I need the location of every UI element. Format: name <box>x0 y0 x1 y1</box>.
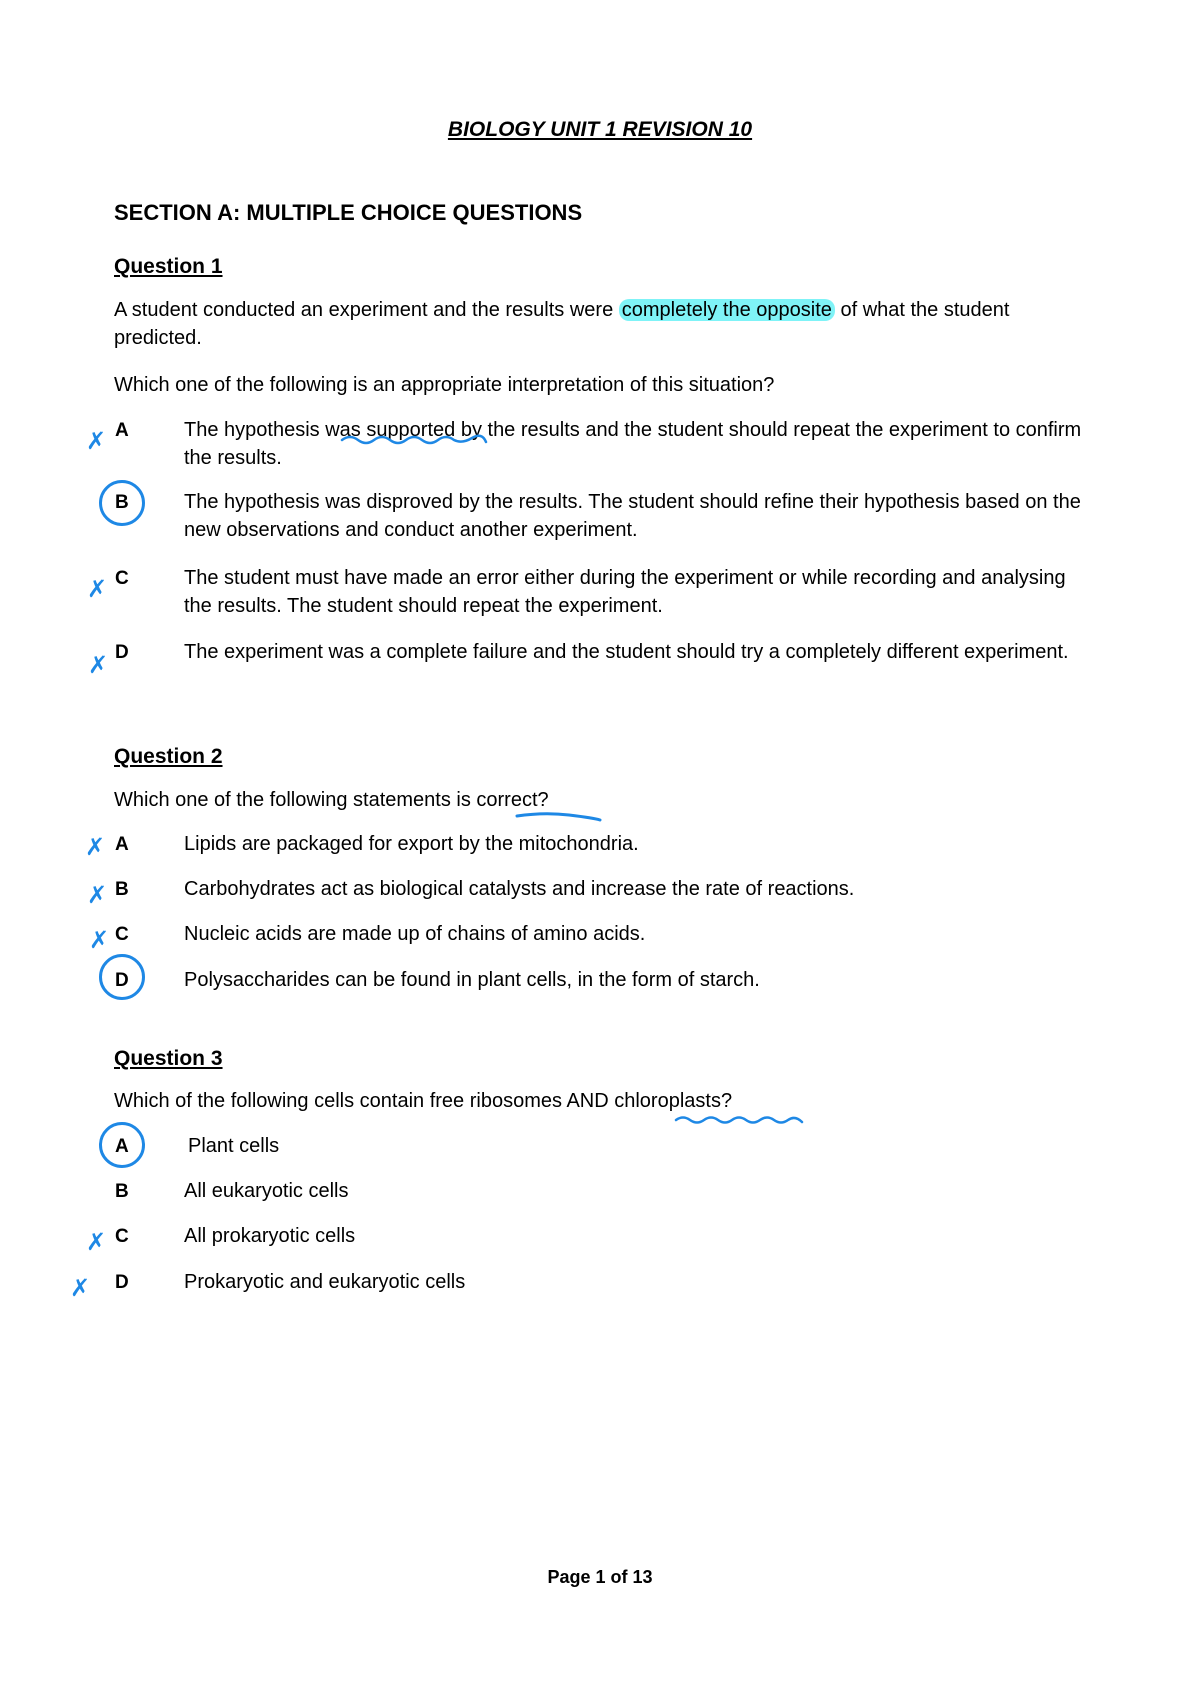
question-1-stem-end: of what the student predicted. <box>114 299 1010 349</box>
q2-c-cross-icon: ✗ <box>88 926 110 954</box>
page-number: Page 1 of 13 <box>547 1567 653 1587</box>
q2-a-cross-icon: ✗ <box>84 833 106 861</box>
q2-option-c-letter: C <box>115 924 129 945</box>
q1-option-a-text: The hypothesis was supported by the results and the student should repeat the experiment to confirm the results. <box>184 419 1082 469</box>
question-3-prompt: Which of the following cells contain free ribosomes AND chloroplasts? <box>114 1090 733 1112</box>
q3-d-cross-icon: ✗ <box>69 1274 91 1302</box>
section-title: SECTION A: MULTIPLE CHOICE QUESTIONS <box>114 200 583 225</box>
q2-b-cross-icon: ✗ <box>86 881 108 909</box>
q1-answer-circle <box>99 480 145 526</box>
q1-option-c-text: The student must have made an error either during the experiment or while recording and analysing the results. The student should repeat the experiment. <box>184 567 1066 617</box>
question-1-prompt: Which one of the following is an appropriate interpretation of this situation? <box>114 374 775 396</box>
q3-answer-circle <box>99 1122 145 1168</box>
q2-option-b-letter: B <box>115 879 129 900</box>
question-2-heading: Question 2 <box>114 745 223 768</box>
squiggle-underline-was-supported <box>340 432 490 454</box>
question-3-heading: Question 3 <box>114 1047 223 1070</box>
q1-option-b-text: The hypothesis was disproved by the results. The student should refine their hypothesis based on the new observations and conduct another experiment. <box>184 491 1081 541</box>
q2-option-d-text: Polysaccharides can be found in plant cells, in the form of starch. <box>184 969 760 991</box>
q2-option-a-letter: A <box>115 834 129 855</box>
q2-option-a-text: Lipids are packaged for export by the mitochondria. <box>184 833 639 855</box>
document-title: BIOLOGY UNIT 1 REVISION 10 <box>447 118 753 141</box>
question-1-stem-start: A student conducted an experiment and the results were <box>114 299 619 321</box>
q1-option-d-letter: D <box>115 642 129 663</box>
q1-d-cross-icon: ✗ <box>87 651 109 679</box>
q1-option-b-letter: B <box>115 492 129 513</box>
q3-option-b-text: All eukaryotic cells <box>184 1180 349 1202</box>
question-2-prompt: Which one of the following statements is correct? <box>114 789 549 811</box>
q3-option-a-text: Plant cells <box>188 1135 280 1157</box>
q3-option-c-letter: C <box>115 1226 129 1247</box>
q3-option-c-text: All prokaryotic cells <box>184 1225 356 1247</box>
q3-c-cross-icon: ✗ <box>85 1228 107 1256</box>
q2-answer-circle <box>99 954 145 1000</box>
q2-option-b-text: Carbohydrates act as biological catalysts and increase the rate of reactions. <box>184 878 855 900</box>
q3-option-d-letter: D <box>115 1272 129 1293</box>
q1-c-cross-icon: ✗ <box>86 575 108 603</box>
q3-option-b-letter: B <box>115 1181 129 1202</box>
q1-option-a-letter: A <box>115 420 129 441</box>
underline-correct <box>514 810 604 826</box>
q3-option-d-text: Prokaryotic and eukaryotic cells <box>184 1271 466 1293</box>
q2-option-c-text: Nucleic acids are made up of chains of amino acids. <box>184 923 646 945</box>
q3-option-a-letter: A <box>115 1136 129 1157</box>
q1-a-cross-icon: ✗ <box>85 427 107 455</box>
squiggle-underline-chloroplasts <box>674 1114 808 1132</box>
q1-option-c-letter: C <box>115 568 129 589</box>
question-1-heading: Question 1 <box>114 255 223 278</box>
question-1-stem <box>114 296 1094 352</box>
q2-option-d-letter: D <box>115 970 129 991</box>
q1-option-d-text: The experiment was a complete failure and the student should try a completely different experiment. <box>184 641 1069 663</box>
highlighted-phrase: completely the opposite <box>619 299 835 321</box>
